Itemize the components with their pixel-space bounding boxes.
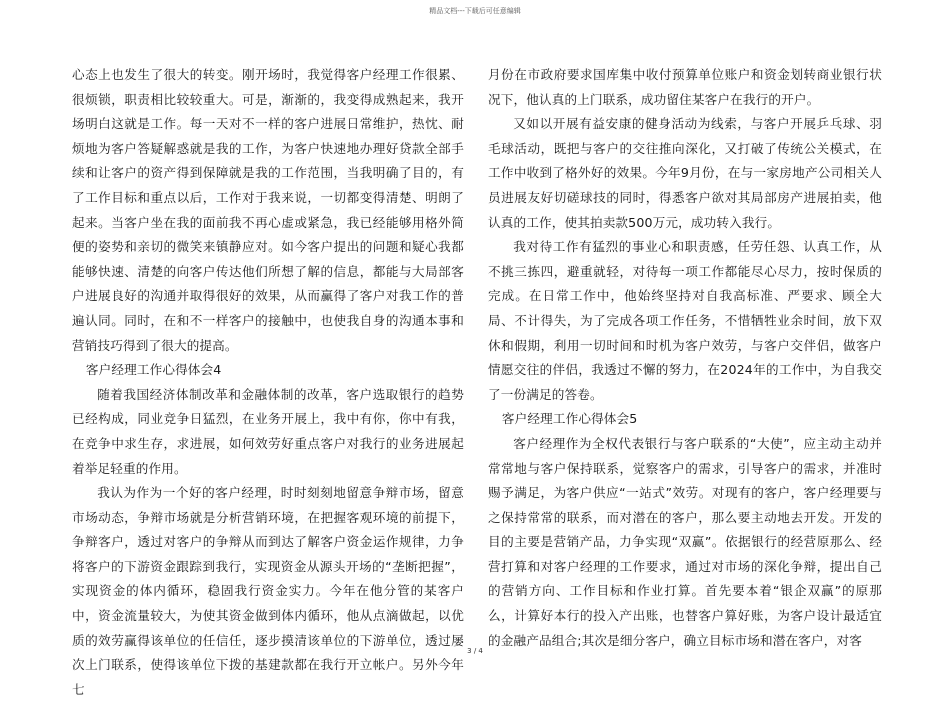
right-column xyxy=(488,63,882,653)
left-column xyxy=(72,63,464,702)
page-number: 3 / 4 xyxy=(467,647,483,655)
paragraph: 我对待工作有猛烈的事业心和职责感，任劳任怨、认真工作，从不挑三拣四，避重就轻，对待每一项工作都能尽心尽力，按时保质的完成。在日常工作中，他始终坚持对自我高标准、严要求、顾全大局、不计得失，为了完成各项工作任务，不惜牺牲业余时间，放下双休和假期，利用一切时间和时机为客户效劳，与客户交伴侣，做客户情愿交往的伴侣，我透过不懈的努力，在2024年的工作中，为自我交了一份满足的答卷。 xyxy=(488,239,882,402)
paragraph: 随着我国经济体制改革和金融体制的改革，客户选取银行的趋势已经构成，同业竞争日猛烈，在业务开展上，我中有你，你中有我，在竞争中求生存，求进展，如何效劳好重点客户对我行的业务进展起着举足轻重的作用。 xyxy=(72,386,464,476)
section-heading-5: 客户经理工作心得体会5 xyxy=(501,411,638,427)
page-header: 精品文档---下载后可任意编辑 xyxy=(429,7,521,15)
paragraph: 客户经理作为全权代表银行与客户联系的“大使”，应主动主动并常常地与客户保持联系，觉察客户的需求，引导客户的需求，并准时赐予满足，为客户供应“一站式”效劳。对现有的客户，客户经理要与之保持常常的联系，而对潜在的客户，那么要主动地去开发。开发的目的主要是营销产品，力争实现“双赢”。依据银行的经营原那么、经营打算和对客户经理的工作要求，通过对市场的深化争辩，提出自己的营销方向、工作目标和作业打算。首先要本着“银企双赢”的原那么，计算好本行的投入产出账，也替客户算好账，为客户设计最适宜的金融产品组合;其次是细分客户，确立目标市场和潜在客户，对客 xyxy=(488,435,882,648)
paragraph: 又如以开展有益安康的健身活动为线索，与客户开展乒乓球、羽毛球活动，既把与客户的交往推向深化，又打破了传统公关模式，在工作中收到了格外好的效果。今年9月份，在与一家房地产公司相关人员进展友好切磋球技的同时，得悉客户欲对其局部房产进展拍卖，他认真的工作，使其拍卖款500万元，成功转入我行。 xyxy=(488,116,882,230)
paragraph: 月份在市政府要求国库集中收付预算单位账户和资金划转商业银行状况下，他认真的上门联系，成功留住某客户在我行的开户。 xyxy=(488,67,882,107)
paragraph: 我认为作为一个好的客户经理，时时刻刻地留意争辩市场，留意市场动态，争辩市场就是分析营销环境，在把握客观环境的前提下，争辩客户，透过对客户的争辩从而到达了解客户资金运作规律，力争将客户的下游资金跟踪到我行，实现资金从源头开场的“垄断把握”，实现资金的体内循环，稳固我行资金实力。今年在他分管的某客户中，资金流量较大，为使其资金做到体内循环，他从点滴做起，以优质的效劳赢得该单位的任信任，逐步摸清该单位的下游单位，透过屡次上门联系，使得该单位下拨的基建款都在我行开立帐户。另外今年七 xyxy=(72,485,464,697)
section-heading-4: 客户经理工作心得体会4 xyxy=(85,362,222,378)
paragraph: 心态上也发生了很大的转变。刚开场时，我觉得客户经理工作很累、很烦锁，职责相比较较重大。可是，渐渐的，我变得成熟起来，我开场明白这就是工作。每一天对不一样的客户进展日常维护，热忱、耐烦地为客户答疑解惑就是我的工作，为客户快速地办理好贷款全部手续和让客户的资产得到保障就是我的工作范围，当我明确了目的，有了工作目标和重点以后，工作对于我来说，一切都变得清楚、明朗了起来。当客户坐在我的面前我不再心虚或紧急，我已经能够用格外简便的姿势和亲切的微笑来镇静应对。如今客户提出的问题和疑心我都能够快速、清楚的向客户传达他们所想了解的信息，都能与大局部客户进展良好的沟通并取得很好的效果，从而赢得了客户对我工作的普遍认同。同时，在和不一样客户的接触中，也使我自身的沟通本事和营销技巧得到了很大的提高。 xyxy=(72,67,464,353)
